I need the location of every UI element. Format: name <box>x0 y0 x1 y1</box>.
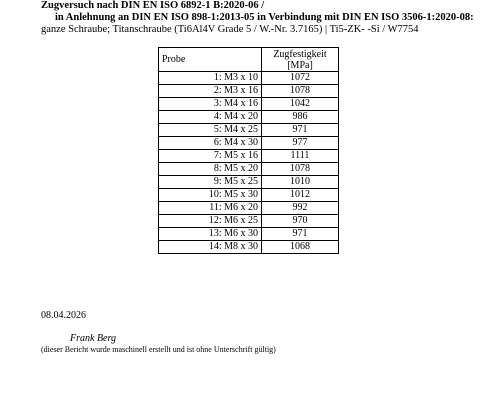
table-row <box>159 176 339 189</box>
report-date: 08.04.2026 <box>41 310 86 321</box>
cell-tensile-strength: 977 <box>262 137 339 150</box>
cell-tensile-strength: 1068 <box>262 241 339 254</box>
cell-probe: 9: M5 x 25 <box>159 176 262 189</box>
table-row <box>159 215 339 228</box>
cell-tensile-strength: 971 <box>262 124 339 137</box>
table-row <box>159 163 339 176</box>
cell-probe: 10: M5 x 30 <box>159 189 262 202</box>
cell-probe: 14: M8 x 30 <box>159 241 262 254</box>
cell-probe: 8: M5 x 20 <box>159 163 262 176</box>
table-row <box>159 228 339 241</box>
column-header-tensile-strength-label: Zugfestigkeit <box>273 48 327 60</box>
report-specimen-description: ganze Schraube; Titanschraube (Ti6Al4V Grade 5 / W.-Nr. 3.7165) | Ti5-ZK- -Si / W7754 <box>41 24 419 35</box>
table-row <box>159 111 339 124</box>
cell-tensile-strength: 986 <box>262 111 339 124</box>
cell-tensile-strength: 1072 <box>262 72 339 85</box>
cell-tensile-strength: 992 <box>262 202 339 215</box>
table-row <box>159 124 339 137</box>
cell-probe: 6: M4 x 30 <box>159 137 262 150</box>
signature: Frank Berg <box>70 333 117 344</box>
report-title: Zugversuch nach DIN EN ISO 6892-1 B:2020-06 / <box>41 0 265 11</box>
table-row <box>159 72 339 85</box>
cell-probe: 4: M4 x 20 <box>159 111 262 124</box>
table-row <box>159 98 339 111</box>
table-row <box>159 202 339 215</box>
table-row <box>159 85 339 98</box>
table-body <box>159 72 339 254</box>
column-header-tensile-strength <box>262 48 339 72</box>
cell-probe: 11: M6 x 20 <box>159 202 262 215</box>
column-header-probe: Probe <box>159 48 262 72</box>
cell-probe: 3: M4 x 16 <box>159 98 262 111</box>
column-header-tensile-strength-unit: [MPa] <box>287 59 313 71</box>
signature-note: (dieser Bericht wurde maschinell erstellt und ist ohne Unterschrift gültig) <box>41 345 276 354</box>
table-row <box>159 150 339 163</box>
cell-tensile-strength: 1078 <box>262 85 339 98</box>
cell-tensile-strength: 970 <box>262 215 339 228</box>
cell-tensile-strength: 1012 <box>262 189 339 202</box>
cell-tensile-strength: 1010 <box>262 176 339 189</box>
cell-probe: 2: M3 x 16 <box>159 85 262 98</box>
cell-tensile-strength: 1111 <box>262 150 339 163</box>
cell-tensile-strength: 1078 <box>262 163 339 176</box>
cell-tensile-strength: 971 <box>262 228 339 241</box>
cell-probe: 1: M3 x 10 <box>159 72 262 85</box>
report-standard-reference: in Anlehnung an DIN EN ISO 898-1:2013-05 in Verbindung mit DIN EN ISO 3506-1:2020-08: <box>55 12 474 23</box>
cell-probe: 13: M6 x 30 <box>159 228 262 241</box>
table-row <box>159 241 339 254</box>
results-table <box>158 47 339 254</box>
table-row <box>159 137 339 150</box>
cell-tensile-strength: 1042 <box>262 98 339 111</box>
cell-probe: 12: M6 x 25 <box>159 215 262 228</box>
cell-probe: 5: M4 x 25 <box>159 124 262 137</box>
table-row <box>159 189 339 202</box>
cell-probe: 7: M5 x 16 <box>159 150 262 163</box>
table-header-row <box>159 48 339 72</box>
